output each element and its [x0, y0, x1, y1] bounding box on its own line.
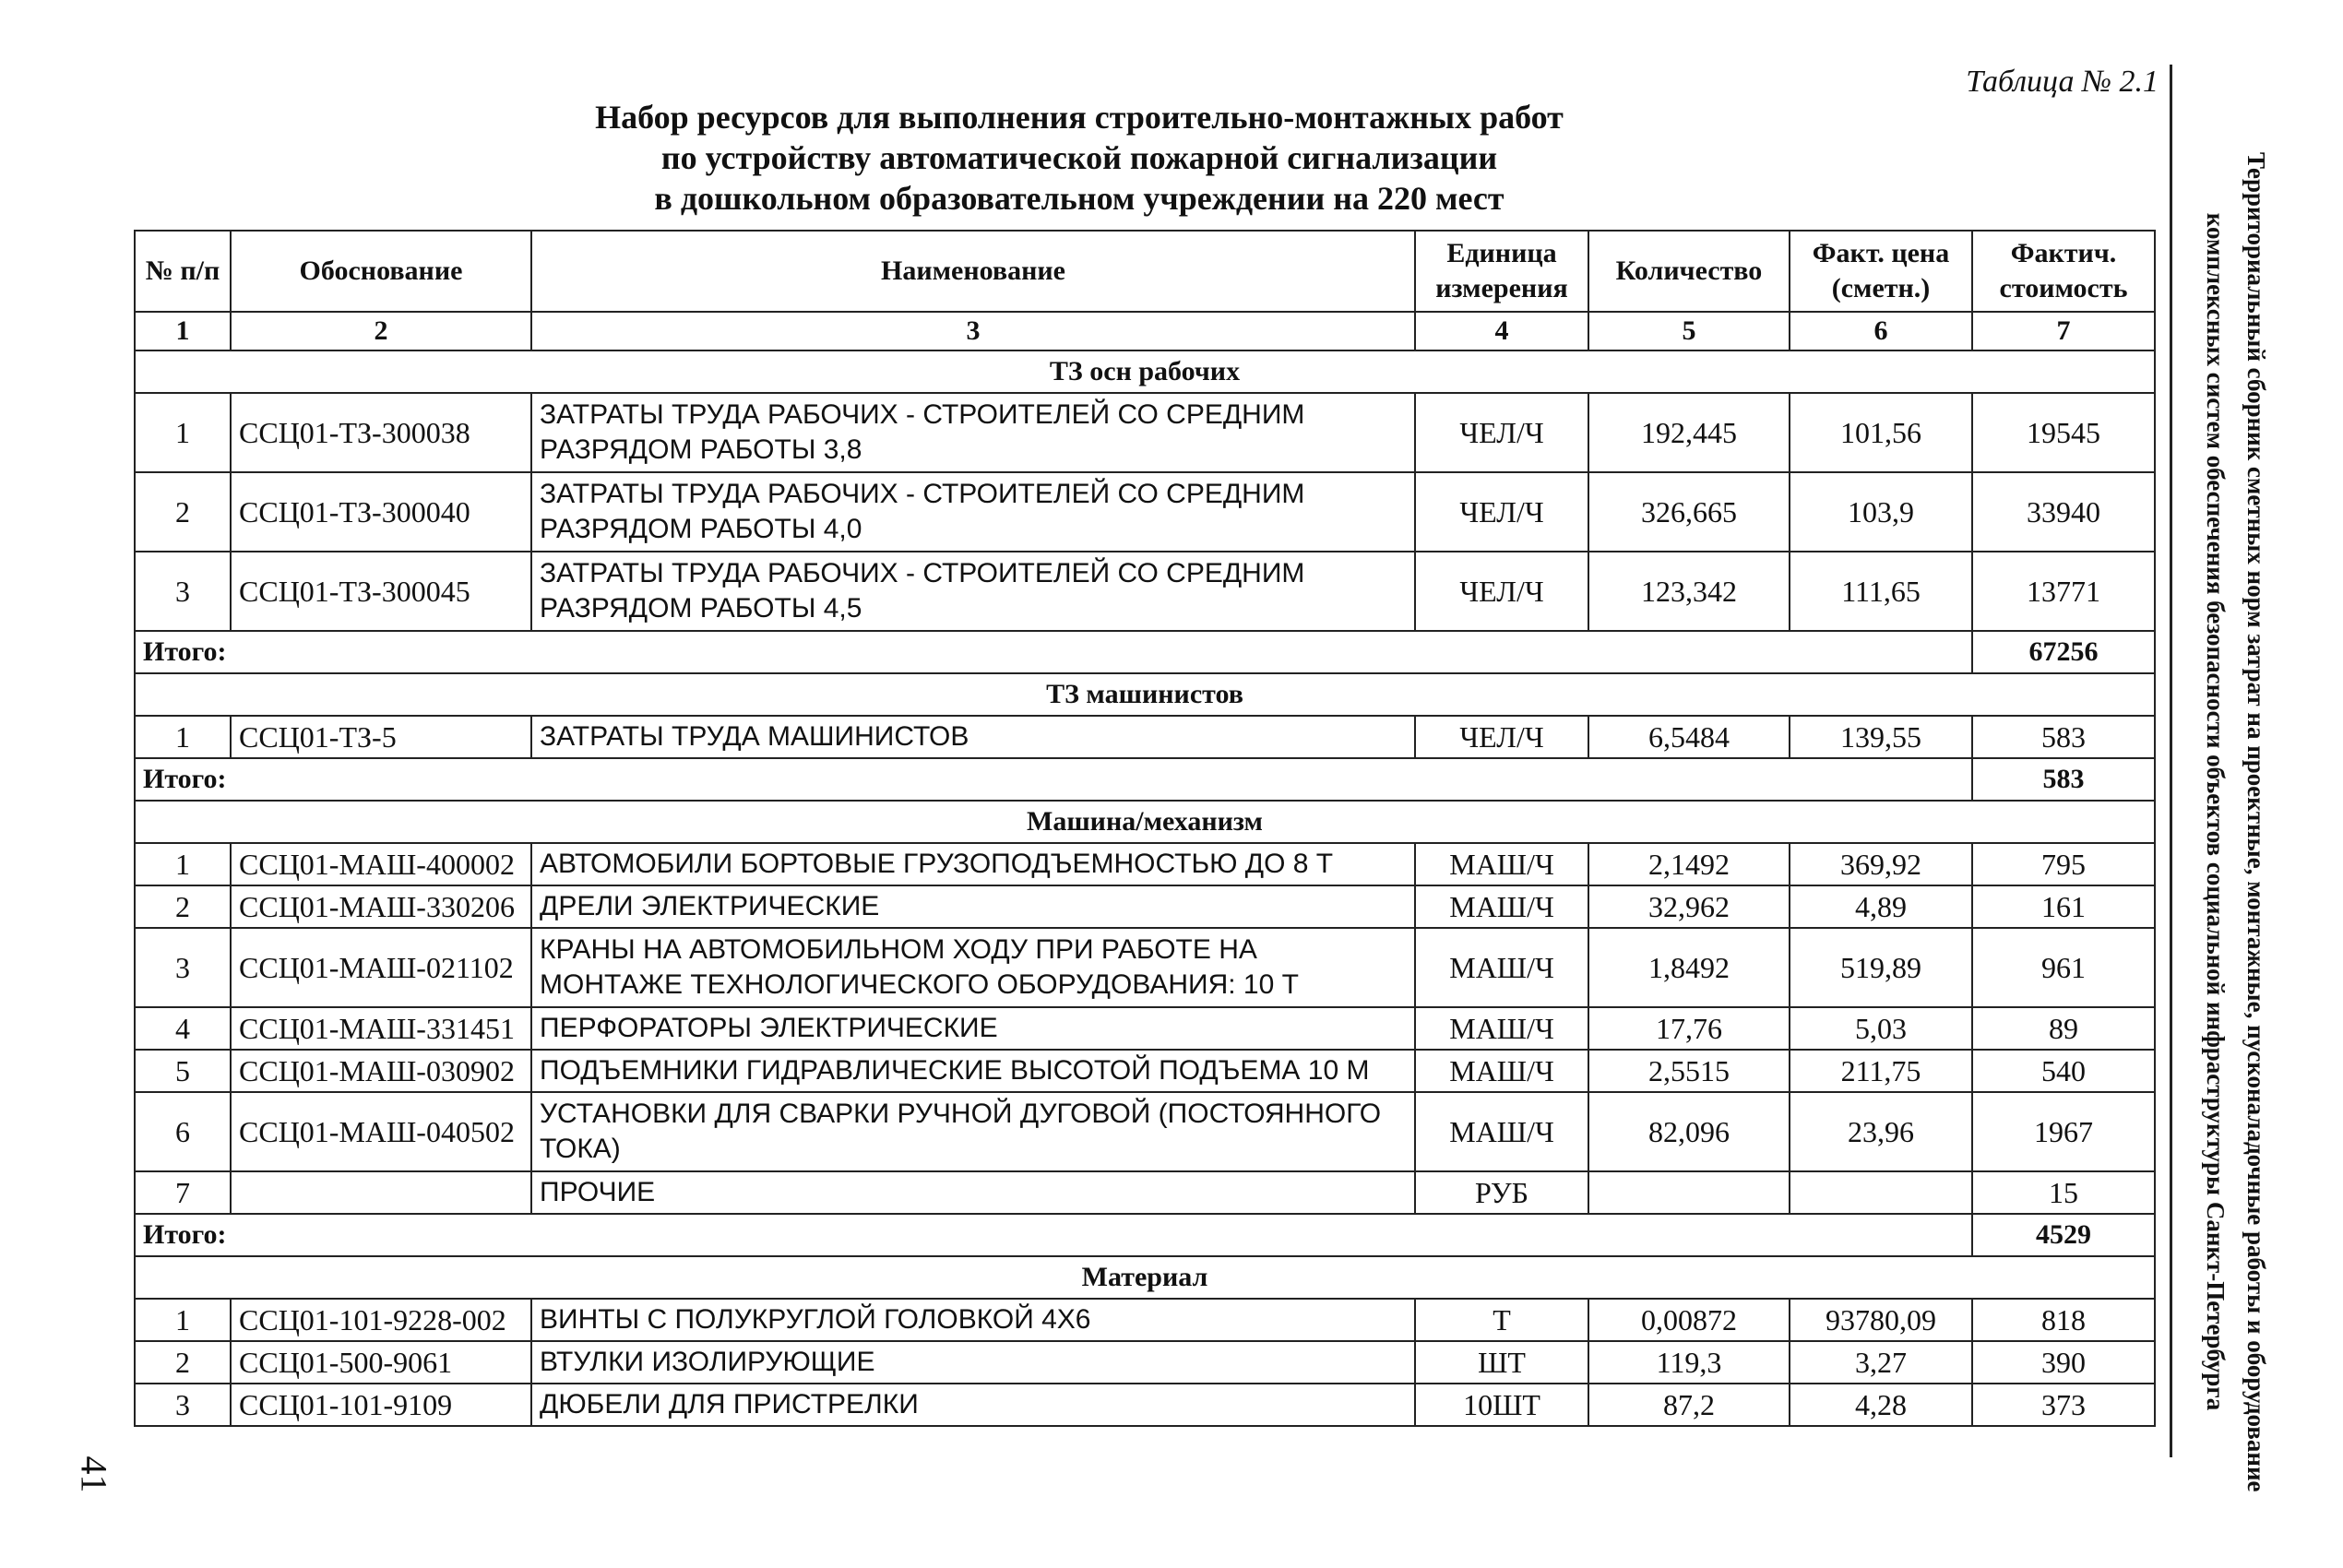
cell-quantity: 6,5484	[1588, 716, 1790, 758]
cell-unit: 10ШТ	[1415, 1384, 1588, 1426]
section-row-workers	[135, 350, 2155, 393]
cell-cost: 89	[1972, 1007, 2155, 1050]
cell-cost: 13771	[1972, 552, 2155, 631]
cell-code: ССЦ01-МАШ-021102	[231, 928, 531, 1007]
column-number: 2	[231, 312, 531, 350]
cell-number: 2	[135, 472, 231, 552]
cell-price: 4,28	[1790, 1384, 1972, 1426]
cell-number: 7	[135, 1171, 231, 1214]
cell-code: ССЦ01-МАШ-030902	[231, 1050, 531, 1092]
header-name: Наименование	[531, 231, 1415, 312]
cell-price: 519,89	[1790, 928, 1972, 1007]
cell-unit: МАШ/Ч	[1415, 1007, 1588, 1050]
cell-unit: МАШ/Ч	[1415, 885, 1588, 928]
cell-number: 3	[135, 1384, 231, 1426]
column-number-row	[135, 312, 2155, 350]
header-cost: Фактич. стоимость	[1972, 231, 2155, 312]
table-row	[135, 928, 2155, 1007]
cell-number: 5	[135, 1050, 231, 1092]
cell-cost: 818	[1972, 1299, 2155, 1341]
cell-name: ДЮБЕЛИ ДЛЯ ПРИСТРЕЛКИ	[531, 1384, 1415, 1426]
cell-code: ССЦ01-МАШ-040502	[231, 1092, 531, 1171]
cell-cost: 795	[1972, 843, 2155, 885]
total-value: 67256	[1972, 631, 2155, 673]
cell-cost: 33940	[1972, 472, 2155, 552]
document-title	[134, 97, 2025, 219]
column-number: 6	[1790, 312, 1972, 350]
cell-quantity: 82,096	[1588, 1092, 1790, 1171]
cell-quantity: 326,665	[1588, 472, 1790, 552]
cell-price: 93780,09	[1790, 1299, 1972, 1341]
column-number: 3	[531, 312, 1415, 350]
cell-unit: РУБ	[1415, 1171, 1588, 1214]
margin-rule	[2170, 65, 2172, 1457]
header-quantity: Количество	[1588, 231, 1790, 312]
cell-number: 3	[135, 552, 231, 631]
cell-quantity: 17,76	[1588, 1007, 1790, 1050]
cell-quantity: 32,962	[1588, 885, 1790, 928]
column-number: 5	[1588, 312, 1790, 350]
total-row-workers	[135, 631, 2155, 673]
header-code: Обоснование	[231, 231, 531, 312]
cell-unit: Т	[1415, 1299, 1588, 1341]
cell-price: 103,9	[1790, 472, 1972, 552]
cell-unit: ШТ	[1415, 1341, 1588, 1384]
total-label: Итого:	[135, 1214, 1972, 1256]
cell-unit: МАШ/Ч	[1415, 843, 1588, 885]
cell-name: ПЕРФОРАТОРЫ ЭЛЕКТРИЧЕСКИЕ	[531, 1007, 1415, 1050]
side-title-line-1: Территориальный сборник сметных норм затрат на проектные, монтажные, пусконаладочные работы и оборудование	[2242, 152, 2270, 1492]
cell-price	[1790, 1171, 1972, 1214]
table-row	[135, 843, 2155, 885]
cell-code: ССЦ01-МАШ-330206	[231, 885, 531, 928]
cell-name: ЗАТРАТЫ ТРУДА МАШИНИСТОВ	[531, 716, 1415, 758]
cell-number: 1	[135, 1299, 231, 1341]
section-row-machines	[135, 801, 2155, 843]
cell-code: ССЦ01-101-9228-002	[231, 1299, 531, 1341]
cell-number: 3	[135, 928, 231, 1007]
table-row	[135, 552, 2155, 631]
table-row	[135, 1341, 2155, 1384]
cell-quantity: 123,342	[1588, 552, 1790, 631]
cell-code	[231, 1171, 531, 1214]
cell-price: 111,65	[1790, 552, 1972, 631]
table-row	[135, 1384, 2155, 1426]
header-price: Факт. цена (сметн.)	[1790, 231, 1972, 312]
cell-price: 211,75	[1790, 1050, 1972, 1092]
cell-quantity: 192,445	[1588, 393, 1790, 472]
cell-quantity: 0,00872	[1588, 1299, 1790, 1341]
cell-price: 369,92	[1790, 843, 1972, 885]
cell-quantity: 1,8492	[1588, 928, 1790, 1007]
cell-cost: 961	[1972, 928, 2155, 1007]
title-line-3: в дошкольном образовательном учреждении на 220 мест	[654, 180, 1505, 217]
table-row	[135, 1007, 2155, 1050]
cell-name: ВТУЛКИ ИЗОЛИРУЮЩИЕ	[531, 1341, 1415, 1384]
table-row	[135, 1050, 2155, 1092]
cell-name: УСТАНОВКИ ДЛЯ СВАРКИ РУЧНОЙ ДУГОВОЙ (ПОСТОЯННОГО ТОКА)	[531, 1092, 1415, 1171]
cell-quantity: 2,1492	[1588, 843, 1790, 885]
total-label: Итого:	[135, 631, 1972, 673]
section-title: ТЗ машинистов	[135, 673, 2155, 716]
title-line-1: Набор ресурсов для выполнения строительно-монтажных работ	[595, 99, 1564, 136]
cell-code: ССЦ01-МАШ-331451	[231, 1007, 531, 1050]
cell-name: КРАНЫ НА АВТОМОБИЛЬНОМ ХОДУ ПРИ РАБОТЕ НА МОНТАЖЕ ТЕХНОЛОГИЧЕСКОГО ОБОРУДОВАНИЯ: 10 Т	[531, 928, 1415, 1007]
cell-unit: ЧЕЛ/Ч	[1415, 716, 1588, 758]
table-row	[135, 472, 2155, 552]
column-number: 4	[1415, 312, 1588, 350]
table-row	[135, 885, 2155, 928]
total-label: Итого:	[135, 758, 1972, 801]
cell-number: 1	[135, 843, 231, 885]
resources-table	[134, 230, 2156, 1427]
cell-cost: 390	[1972, 1341, 2155, 1384]
side-title-line-2: комплексных систем обеспечения безопасности объектов социальной инфраструктуры Санкт-Петербурга	[2202, 212, 2230, 1411]
cell-cost: 540	[1972, 1050, 2155, 1092]
cell-quantity	[1588, 1171, 1790, 1214]
table-row	[135, 1299, 2155, 1341]
total-row-machines	[135, 1214, 2155, 1256]
section-title: ТЗ осн рабочих	[135, 350, 2155, 393]
cell-cost: 583	[1972, 716, 2155, 758]
cell-name: ДРЕЛИ ЭЛЕКТРИЧЕСКИЕ	[531, 885, 1415, 928]
section-title: Машина/механизм	[135, 801, 2155, 843]
cell-price: 3,27	[1790, 1341, 1972, 1384]
cell-name: ЗАТРАТЫ ТРУДА РАБОЧИХ - СТРОИТЕЛЕЙ СО СРЕДНИМ РАЗРЯДОМ РАБОТЫ 3,8	[531, 393, 1415, 472]
cell-code: ССЦ01-ТЗ-300040	[231, 472, 531, 552]
cell-name: ПОДЪЕМНИКИ ГИДРАВЛИЧЕСКИЕ ВЫСОТОЙ ПОДЪЕМА 10 М	[531, 1050, 1415, 1092]
cell-price: 23,96	[1790, 1092, 1972, 1171]
cell-unit: МАШ/Ч	[1415, 1092, 1588, 1171]
cell-cost: 1967	[1972, 1092, 2155, 1171]
cell-code: ССЦ01-101-9109	[231, 1384, 531, 1426]
total-value: 583	[1972, 758, 2155, 801]
cell-name: ПРОЧИЕ	[531, 1171, 1415, 1214]
side-title	[2184, 152, 2277, 1492]
section-row-materials	[135, 1256, 2155, 1299]
cell-unit: МАШ/Ч	[1415, 928, 1588, 1007]
cell-name: ЗАТРАТЫ ТРУДА РАБОЧИХ - СТРОИТЕЛЕЙ СО СРЕДНИМ РАЗРЯДОМ РАБОТЫ 4,5	[531, 552, 1415, 631]
table-row	[135, 393, 2155, 472]
table-caption: Таблица № 2.1	[1966, 65, 2159, 99]
section-row-operators	[135, 673, 2155, 716]
column-number: 7	[1972, 312, 2155, 350]
cell-price: 139,55	[1790, 716, 1972, 758]
header-number: № п/п	[135, 231, 231, 312]
table-row	[135, 1092, 2155, 1171]
table-row	[135, 716, 2155, 758]
cell-name: АВТОМОБИЛИ БОРТОВЫЕ ГРУЗОПОДЪЕМНОСТЬЮ ДО 8 Т	[531, 843, 1415, 885]
table-row	[135, 1171, 2155, 1214]
title-line-2: по устройству автоматической пожарной сигнализации	[660, 139, 1498, 176]
cell-name: ВИНТЫ С ПОЛУКРУГЛОЙ ГОЛОВКОЙ 4Х6	[531, 1299, 1415, 1341]
column-number: 1	[135, 312, 231, 350]
cell-cost: 161	[1972, 885, 2155, 928]
cell-number: 1	[135, 393, 231, 472]
cell-number: 1	[135, 716, 231, 758]
cell-code: ССЦ01-МАШ-400002	[231, 843, 531, 885]
cell-quantity: 2,5515	[1588, 1050, 1790, 1092]
cell-quantity: 87,2	[1588, 1384, 1790, 1426]
total-value: 4529	[1972, 1214, 2155, 1256]
cell-unit: ЧЕЛ/Ч	[1415, 552, 1588, 631]
cell-price: 101,56	[1790, 393, 1972, 472]
cell-number: 4	[135, 1007, 231, 1050]
cell-code: ССЦ01-ТЗ-300038	[231, 393, 531, 472]
cell-price: 5,03	[1790, 1007, 1972, 1050]
cell-number: 2	[135, 1341, 231, 1384]
cell-code: ССЦ01-ТЗ-300045	[231, 552, 531, 631]
cell-price: 4,89	[1790, 885, 1972, 928]
cell-cost: 373	[1972, 1384, 2155, 1426]
cell-code: ССЦ01-ТЗ-5	[231, 716, 531, 758]
cell-unit: ЧЕЛ/Ч	[1415, 393, 1588, 472]
cell-unit: МАШ/Ч	[1415, 1050, 1588, 1092]
cell-cost: 15	[1972, 1171, 2155, 1214]
cell-quantity: 119,3	[1588, 1341, 1790, 1384]
cell-name: ЗАТРАТЫ ТРУДА РАБОЧИХ - СТРОИТЕЛЕЙ СО СРЕДНИМ РАЗРЯДОМ РАБОТЫ 4,0	[531, 472, 1415, 552]
cell-number: 6	[135, 1092, 231, 1171]
total-row-operators	[135, 758, 2155, 801]
cell-unit: ЧЕЛ/Ч	[1415, 472, 1588, 552]
cell-cost: 19545	[1972, 393, 2155, 472]
header-row	[135, 231, 2155, 312]
cell-code: ССЦ01-500-9061	[231, 1341, 531, 1384]
header-unit: Единица измерения	[1415, 231, 1588, 312]
side-title-container	[2184, 152, 2277, 1492]
section-title: Материал	[135, 1256, 2155, 1299]
cell-number: 2	[135, 885, 231, 928]
page-number: 41	[73, 1455, 115, 1493]
